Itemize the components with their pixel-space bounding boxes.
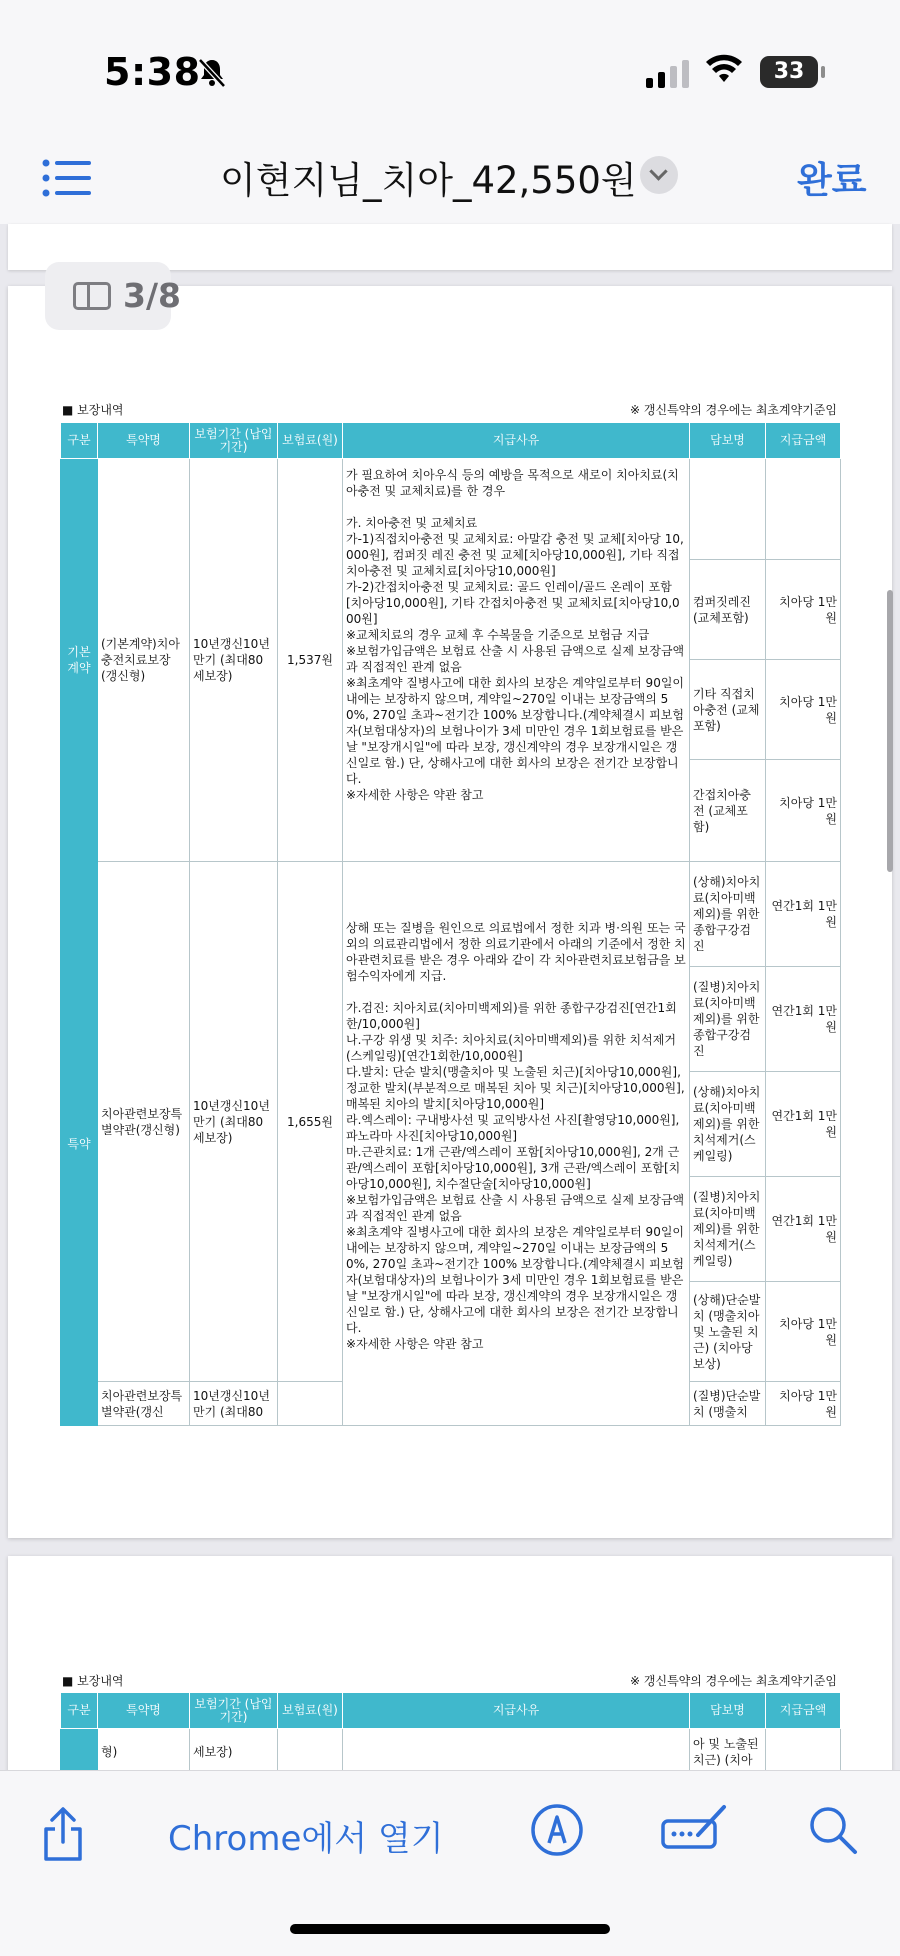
status-bar	[0, 0, 900, 140]
reason-text: 가. 치아충전 및 교체치료	[346, 516, 478, 530]
cellular-signal-icon	[646, 60, 689, 88]
col-header: 지급사유	[343, 1693, 690, 1729]
done-button[interactable]: 완료	[797, 160, 867, 201]
coverage-name: (상해)치아치료(치아미백제외)를 위한 치석제거(스케일링)	[690, 1072, 766, 1177]
payment-reason	[343, 1729, 690, 1775]
coverage-amount: 치아당 1만원	[766, 1282, 841, 1382]
open-in-chrome-button[interactable]: Chrome에서 열기	[168, 1819, 444, 1859]
wifi-icon	[704, 52, 744, 88]
col-header: 지급금액	[766, 423, 841, 459]
section-title: ■ 보장내역	[62, 1674, 124, 1688]
insurance-period: 10년갱신10년만기 (최대80세보장)	[190, 459, 278, 862]
coverage-amount: 연간1회 1만원	[766, 1072, 841, 1177]
coverage-amount	[766, 1729, 841, 1775]
group-cell	[61, 1729, 98, 1775]
coverage-amount: 치아당 1만원	[766, 660, 841, 760]
coverage-table	[60, 1692, 841, 1775]
battery-cap	[821, 66, 825, 78]
rider-name: 형)	[98, 1729, 190, 1775]
col-header: 지급사유	[343, 423, 690, 459]
reason-text: 가 필요하여 치아우식 등의 예방을 목적으로 새로이 치아치료(치아충전 및 교체치료)를 한 경우	[346, 468, 679, 498]
section-note: ※ 갱신특약의 경우에는 최초계약기준임	[630, 403, 837, 417]
reason-text: ※최초계약 질병사고에 대한 회사의 보장은 계약일로부터 90일이내에는 보장하지 않으며, 계약일~270일 이내는 보장금액의 50%, 270일 초과~전기간 100% 보장합니다.(계약체결시 피보험자(보험대상자)의 보험나이가 3세 미만인 경우 1회보험료를 받은 날 "보장개시일"에 따라 보장, 갱신계약의 경우 보장개시일은 갱신일로 함.) 단, 상해사고에 대한 회사의 보장은 전기간 보장합니다.	[346, 1225, 685, 1335]
premium	[278, 1729, 343, 1775]
section-title: ■ 보장내역	[62, 403, 124, 417]
group-cell: 기본 계약	[61, 459, 98, 862]
col-header: 보험료(원)	[278, 1693, 343, 1729]
scrollbar[interactable]	[887, 590, 893, 872]
page-number: 3/8	[123, 276, 181, 315]
table-row	[61, 862, 841, 967]
coverage-name: (상해)치아치료(치아미백제외)를 위한 종합구강검진	[690, 862, 766, 967]
coverage-amount: 치아당 1만원	[766, 1382, 841, 1426]
coverage-name: (상해)단순발치 (맹출치아 및 노출된 치근) (치아당 보상)	[690, 1282, 766, 1382]
table-row	[61, 459, 841, 560]
col-header: 보험기간 (납입기간)	[190, 423, 278, 459]
premium	[278, 1382, 343, 1426]
rider-name: 치아관련보장특별약관(갱신	[98, 1382, 190, 1426]
battery-icon: 33	[760, 56, 818, 88]
reason-text: 가.검진: 치아치료(치아미백제외)를 위한 종합구강검진[연간1회한/10,000원]	[346, 1001, 677, 1031]
coverage-amount	[766, 459, 841, 560]
insurance-period: 10년갱신10년만기 (최대80세보장)	[190, 862, 278, 1382]
coverage-name: 간접치아충전 (교체포함)	[690, 760, 766, 862]
col-header: 지급금액	[766, 1693, 841, 1729]
reason-text: ※교체치료의 경우 교체 후 수복물을 기준으로 보험금 지급	[346, 628, 650, 642]
chevron-down-icon[interactable]	[640, 156, 678, 194]
payment-reason	[343, 459, 690, 862]
reason-text: 다.발치: 단순 발치(맹출치아 및 노출된 치근)[치아당10,000원], 정교한 발치(부분적으로 매복된 치아 및 치근)[치아당10,000원], 매복된 치아의 발치[치아당10,000원]	[346, 1065, 685, 1111]
col-header: 보험기간 (납입기간)	[190, 1693, 278, 1729]
col-header: 구분	[61, 423, 98, 459]
coverage-amount: 연간1회 1만원	[766, 1177, 841, 1282]
reason-text: ※보험가입금액은 보험료 산출 시 사용된 금액으로 실제 보장금액과 직접적인 관계 없음	[346, 1193, 685, 1223]
table-header-row	[61, 1693, 841, 1729]
coverage-amount: 치아당 1만원	[766, 560, 841, 660]
document-title[interactable]: 이현지님_치아_42,550원	[220, 159, 637, 202]
coverage-amount: 연간1회 1만원	[766, 862, 841, 967]
reason-text: ※자세한 사항은 약관 참고	[346, 788, 484, 802]
coverage-name: 아 및 노출된 치근) (치아	[690, 1729, 766, 1775]
reason-text: 가-1)직접치아충전 및 교체치료: 아말감 충전 및 교체[치아당 10,000원], 컴퍼짓 레진 충전 및 교체[치아당10,000원], 기타 직접치아충전 및 교체치료[치아당10,000원]	[346, 532, 684, 578]
table-header-row	[61, 423, 841, 459]
markup-pen-icon[interactable]	[530, 1803, 584, 1861]
coverage-table	[60, 422, 841, 1426]
page-indicator	[45, 262, 181, 330]
coverage-amount: 연간1회 1만원	[766, 967, 841, 1072]
col-header: 담보명	[690, 1693, 766, 1729]
list-menu-icon[interactable]	[42, 158, 92, 198]
reason-text: 마.근관치료: 1개 근관/엑스레이 포함[치아당10,000원], 2개 근관/엑스레이 포함[치아당10,000원], 3개 근관/엑스레이 포함[치아당10,000원], 치수절단술[치아당10,000원]	[346, 1145, 681, 1191]
home-indicator	[290, 1924, 610, 1934]
section-note: ※ 갱신특약의 경우에는 최초계약기준임	[630, 1674, 837, 1688]
reason-text: ※자세한 사항은 약관 참고	[346, 1337, 484, 1351]
reason-text: 나.구강 위생 및 치주: 치아치료(치아미백제외)를 위한 치석제거(스케일링)[연간1회한/10,000원]	[346, 1033, 676, 1063]
signature-icon[interactable]	[660, 1803, 730, 1857]
coverage-name: (질병)단순발치 (맹출치	[690, 1382, 766, 1426]
group-cell: 특약	[61, 862, 98, 1426]
insurance-period: 세보장)	[190, 1729, 278, 1775]
col-header: 구분	[61, 1693, 98, 1729]
coverage-name: (질병)치아치료(치아미백제외)를 위한 치석제거(스케일링)	[690, 1177, 766, 1282]
coverage-name: (질병)치아치료(치아미백제외)를 위한 종합구강검진	[690, 967, 766, 1072]
reason-text: 상해 또는 질병을 원인으로 의료법에서 정한 치과 병·의원 또는 국외의 의료관리법에서 정한 의료기관에서 아래의 기준에서 정한 치아관련치료를 받은 경우 아래와 같이 각 치아관련치료보험금을 보험수익자에게 지급.	[346, 921, 686, 983]
coverage-name: 기타 직접치아충전 (교체포함)	[690, 660, 766, 760]
col-header: 담보명	[690, 423, 766, 459]
reason-text: 가-2)간접치아충전 및 교체치료: 골드 인레이/골드 온레이 포함[치아당10,000원], 기타 간접치아충전 및 교체치료[치아당10,000원]	[346, 580, 680, 626]
share-icon[interactable]	[40, 1807, 86, 1865]
coverage-name: 컴퍼짓레진(교체포함)	[690, 560, 766, 660]
premium: 1,655원	[278, 862, 343, 1382]
reason-text: ※보험가입금액은 보험료 산출 시 사용된 금액으로 실제 보장금액과 직접적인 관계 없음	[346, 644, 685, 674]
coverage-name	[690, 459, 766, 560]
premium: 1,537원	[278, 459, 343, 862]
reason-text: 라.엑스레이: 구내방사선 및 교익방사선 사진[촬영당10,000원], 파노라마 사진[치아당10,000원]	[346, 1113, 680, 1143]
sidebar-icon	[73, 282, 111, 310]
search-icon[interactable]	[808, 1805, 858, 1859]
reason-text: ※최초계약 질병사고에 대한 회사의 보장은 계약일로부터 90일이내에는 보장하지 않으며, 계약일~270일 이내는 보장금액의 50%, 270일 초과~전기간 100% 보장합니다.(계약체결시 피보험자(보험대상자)의 보험나이가 3세 미만인 경우 1회보험료를 받은 날 "보장개시일"에 따라 보장, 갱신계약의 경우 보장개시일은 갱신일로 함.) 단, 상해사고에 대한 회사의 보장은 전기간 보장합니다.	[346, 676, 685, 786]
navigation-bar	[0, 140, 900, 224]
rider-name: 치아관련보장특별약관(갱신형)	[98, 862, 190, 1382]
col-header: 특약명	[98, 423, 190, 459]
clock: 5:38	[104, 50, 201, 94]
coverage-amount: 치아당 1만원	[766, 760, 841, 862]
payment-reason	[343, 862, 690, 1426]
table-row	[61, 1729, 841, 1775]
silent-bell-icon	[196, 56, 228, 96]
col-header: 특약명	[98, 1693, 190, 1729]
col-header: 보험료(원)	[278, 423, 343, 459]
rider-name: (기본계약)치아충전치료보장(갱신형)	[98, 459, 190, 862]
insurance-period: 10년갱신10년만기 (최대80	[190, 1382, 278, 1426]
